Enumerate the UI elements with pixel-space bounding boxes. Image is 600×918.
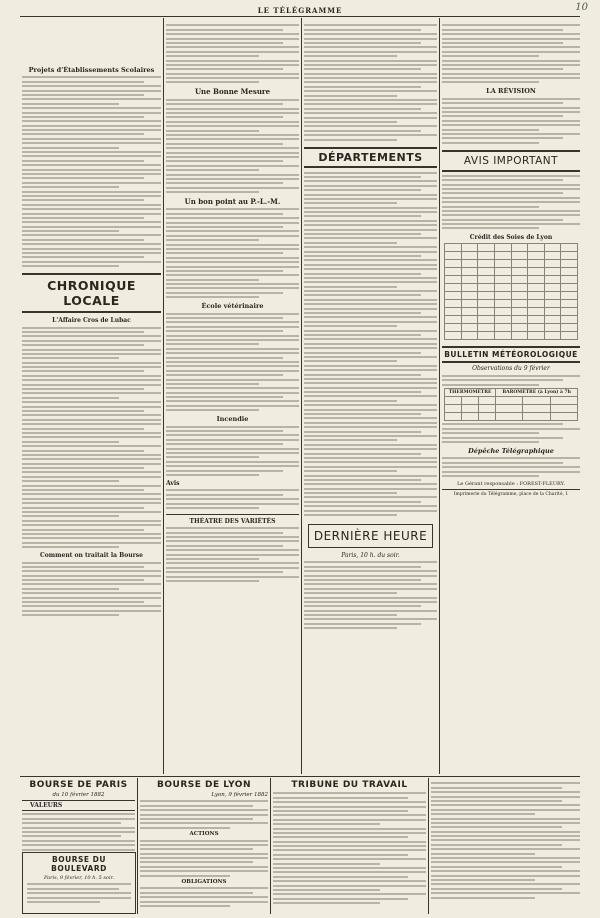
headline-incendie: Incendie bbox=[216, 415, 249, 424]
bourse-boulevard bbox=[22, 852, 136, 914]
headline-affaire: L'Affaire Cros de Lubac bbox=[52, 317, 131, 325]
article-body bbox=[22, 76, 161, 267]
article-body bbox=[442, 98, 580, 144]
article-body bbox=[166, 527, 299, 582]
column-divider bbox=[439, 18, 440, 774]
thermometre-header: THERMOMÈTRE bbox=[445, 389, 496, 397]
column-divider bbox=[428, 778, 429, 914]
weather-table bbox=[444, 388, 578, 421]
headline-chronique: CHRONIQUE LOCALE bbox=[47, 278, 136, 309]
bourse-paris-title: BOURSE DE PARIS bbox=[29, 780, 128, 790]
column-divider bbox=[270, 778, 271, 914]
page-number: 10 bbox=[575, 2, 588, 13]
headline-revision: LA RÉVISION bbox=[486, 87, 536, 96]
column-divider bbox=[137, 778, 138, 914]
section-banner bbox=[22, 273, 161, 313]
headline-ecole: École vétérinaire bbox=[201, 302, 264, 311]
article-body bbox=[431, 782, 580, 898]
article-body bbox=[304, 172, 437, 516]
section-banner bbox=[442, 346, 580, 363]
imprimerie-line: Imprimerie du Télégramme, place de la Charité, 1 bbox=[442, 489, 580, 497]
dateline: Paris, 10 h. du soir. bbox=[341, 552, 400, 560]
bottom-right-column bbox=[431, 780, 580, 914]
boulevard-date: Paris, 9 février, 10 h. 5 soir. bbox=[44, 875, 114, 881]
masthead-rule bbox=[20, 16, 580, 17]
headline-credit-soies: Crédit des Soies de Lyon bbox=[469, 234, 553, 242]
valeurs-header: VALEURS bbox=[22, 800, 135, 811]
article-body bbox=[140, 800, 268, 828]
bourse-lyon-date: Lyon, 9 février 1882 bbox=[211, 792, 268, 798]
article-body bbox=[304, 24, 437, 140]
column-2 bbox=[166, 22, 299, 774]
bourse-lyon bbox=[140, 780, 268, 914]
tribune-title: TRIBUNE DU TRAVAIL bbox=[291, 780, 408, 790]
headline-departements: DÉPARTEMENTS bbox=[318, 150, 423, 164]
column-1 bbox=[22, 22, 161, 774]
headline-derniere-heure: DERNIÈRE HEURE bbox=[313, 529, 428, 544]
article-body bbox=[166, 99, 299, 193]
silk-table bbox=[444, 243, 578, 340]
article-body bbox=[166, 24, 299, 83]
masthead: LE TÉLÉGRAMME bbox=[257, 6, 343, 15]
article-body bbox=[273, 792, 426, 904]
headline-avis-important: AVIS IMPORTANT bbox=[463, 154, 559, 167]
article-body bbox=[442, 175, 580, 230]
section-banner bbox=[304, 147, 437, 168]
actions-header: ACTIONS bbox=[189, 831, 219, 838]
headline-depeche: Dépêche Télégraphique bbox=[468, 446, 554, 455]
section-banner bbox=[308, 524, 433, 548]
headline-bulletin: BULLETIN MÉTÉOROLOGIQUE bbox=[444, 350, 578, 360]
bourse-lyon-title: BOURSE DE LYON bbox=[157, 780, 251, 790]
article-body bbox=[442, 457, 580, 477]
article-body bbox=[166, 208, 299, 298]
barometre-header: BAROMÈTRE (à Lyon) à 7h bbox=[496, 389, 578, 397]
article-body bbox=[166, 313, 299, 412]
headline-bonne-mesure: Une Bonne Mesure bbox=[194, 87, 271, 97]
headline-bourse: Comment on traitait la Bourse bbox=[40, 552, 143, 560]
tribune-travail bbox=[273, 780, 426, 914]
obligations-header: OBLIGATIONS bbox=[181, 879, 227, 886]
column-divider bbox=[301, 18, 302, 774]
article-body bbox=[166, 489, 299, 509]
column-3 bbox=[304, 22, 437, 774]
headline-theatre: THÉATRE DES VARIÉTÉS bbox=[166, 514, 299, 525]
headline-plm: Un bon point au P.-L.-M. bbox=[184, 197, 281, 207]
column-4 bbox=[442, 22, 580, 774]
bulletin-subtitle: Observations du 9 février bbox=[472, 365, 550, 373]
article-body bbox=[442, 375, 580, 386]
headline-avis: Avis bbox=[166, 479, 180, 487]
section-banner bbox=[442, 150, 580, 172]
article-body bbox=[304, 561, 437, 629]
headline-projets: Projets d'Établissements Scolaires bbox=[28, 66, 155, 74]
boulevard-title: BOURSE DU BOULEVARD bbox=[51, 855, 107, 873]
article-body bbox=[22, 562, 161, 617]
bourse-paris-date: du 10 février 1882 bbox=[52, 792, 105, 798]
article-body bbox=[166, 426, 299, 476]
article-body bbox=[22, 327, 161, 549]
column-divider bbox=[163, 18, 164, 774]
section-rule bbox=[20, 776, 580, 777]
article-body bbox=[442, 24, 580, 83]
price-list bbox=[140, 887, 268, 907]
article-body bbox=[442, 423, 580, 443]
price-list bbox=[23, 883, 135, 903]
price-list bbox=[140, 840, 268, 877]
gerant-line: Le Gérant responsable : FOREST-FLEURY. bbox=[457, 480, 565, 487]
